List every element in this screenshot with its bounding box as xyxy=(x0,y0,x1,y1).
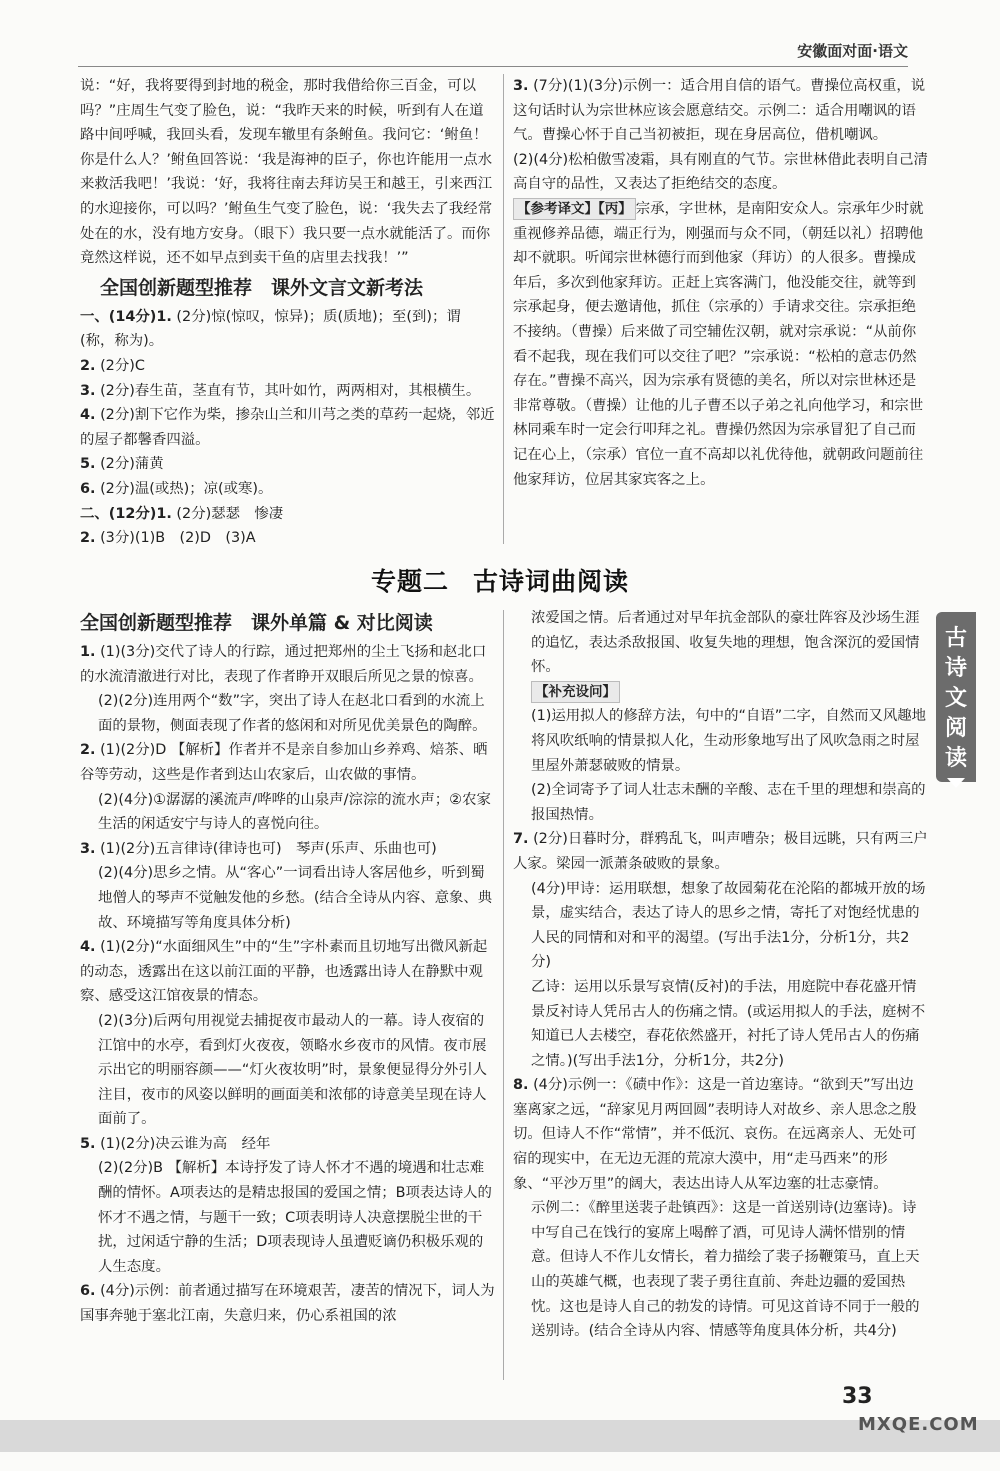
answer-text: (4分)示例一：《碛中作》：这是一首边塞诗。“欲到天”写出边塞离家之远，“辞家见月两回圆”表明诗人对故乡、亲人思念之殷切。但诗人不作“常情”，并不低沉、哀伤。在远离亲人、无处可宿的现实中，在无边无涯的荒凉大漠中，用“走马西来”的形象、“平沙万里”的阔大，表达出诗人从军边塞的壮志豪情。 xyxy=(513,1077,917,1192)
answer-text: (2分)日暮时分，群鸦乱飞，叫声嘈杂；极目远眺，只有两三户人家。梁园一派萧条破败的景象。 xyxy=(513,831,928,872)
answer-list xyxy=(80,640,495,1329)
side-tab-char: 诗 xyxy=(944,656,967,681)
answer-item xyxy=(513,74,928,148)
answer-item xyxy=(80,738,495,787)
answer-text: (2分)温(或热)；凉(或寒)。 xyxy=(100,480,273,497)
answer-list xyxy=(80,305,495,551)
answer-item xyxy=(80,837,495,862)
section-heading-poetry: 全国创新题型推荐 课外单篇 & 对比阅读 xyxy=(80,612,433,634)
answer-text: 浓爱国之情。后者通过对早年抗金部队的豪壮阵容及沙场生涯的追忆，表达杀敌报国、收复失地的理想，饱含深沉的爱国情怀。 xyxy=(531,610,920,676)
answer-text: (2分)C xyxy=(100,357,145,374)
answer-item xyxy=(80,1132,495,1157)
answer-item xyxy=(80,1009,495,1132)
answer-item xyxy=(80,477,495,502)
answer-text: 乙诗：运用以乐景写哀情(反衬)的手法，用庭院中春花盛开情景反衬诗人凭吊古人的伤痛之情。(或运用拟人的手法，庭树不知道已人去楼空，春花依然盛开，衬托了诗人凭吊古人的伤痛之情。)(写出手法1分，分析1分，共2分) xyxy=(531,978,926,1069)
answer-item xyxy=(80,403,495,452)
side-tab xyxy=(936,612,976,782)
question-number: 4. xyxy=(80,407,96,424)
answer-text: (2)(4分)①潺潺的溪流声/哗哗的山泉声/淙淙的流水声；②农家生活的闲适安宁与诗人的喜悦向往。 xyxy=(98,791,491,833)
topic-name: 古诗词曲阅读 xyxy=(473,567,630,596)
answer-text: (4分)示例：前者通过描写在环境艰苦，凄苦的情况下，词人为国事奔驰于塞北江南，失意归来，仍心系祖国的浓 xyxy=(80,1283,495,1325)
reference-tag: 【参考译文】【丙】 xyxy=(513,198,636,220)
question-number: 4. xyxy=(80,939,96,956)
column-divider xyxy=(503,74,504,544)
left-bottom-column xyxy=(80,606,495,1329)
answer-item xyxy=(513,975,928,1073)
topic-label: 专题二 xyxy=(370,567,449,596)
footer-bar xyxy=(0,1420,1000,1452)
translation-paragraph: 说：“好，我将要得到封地的税金，那时我借给你三百金，可以吗？”庄周生气变了脸色，说：“我昨天来的时候，听到有人在道路中间呼喊，我回头看，发现车辙里有条鲋鱼。我问它：‘鲋鱼！你是什么人？’鲋鱼回答说：‘我是海神的臣子，你也许能用一点水来救活我吧！’我说：‘好，我将往南去拜访吴王和越王，引来西江的水迎接你，可以吗？’鲋鱼生气变了脸色，说：‘我失去了我经常处在的水，没有地方安身。（眼下）我只要一点水就能活了。而你竟然这样说，还不如早点到卖干鱼的店里去找我！’” xyxy=(80,78,493,267)
right-top-column xyxy=(513,74,928,492)
answer-text: (7分)(1)(3分)示例一：适合用自信的语气。曹操位高权重，说这句话时认为宗世林应该会愿意结交。示例二：适合用嘲讽的语气。曹操心怀于自己当初被拒，现在身居高位，借机嘲讽。 xyxy=(513,78,926,144)
side-tab-char: 读 xyxy=(944,746,967,771)
answer-item xyxy=(80,379,495,404)
side-tab-char: 文 xyxy=(944,686,967,711)
side-tab-char: 古 xyxy=(944,626,967,651)
question-number: 6. xyxy=(80,480,96,497)
question-number: 7. xyxy=(513,831,529,848)
triangle-down-icon xyxy=(947,778,965,788)
answer-text: (2分)春生苗，茎直有节，其叶如竹，两两相对，其根横生。 xyxy=(100,382,481,399)
answer-text: (2)全词寄予了词人壮志未酬的辛酸、志在千里的理想和崇高的报国热情。 xyxy=(531,782,926,823)
answer-list xyxy=(513,606,928,1344)
watermark: MXQE.COM xyxy=(858,1414,979,1435)
answer-text: (2分)瑟瑟 惨凄 xyxy=(176,505,284,522)
question-number: 一、(14分)1. xyxy=(80,308,172,325)
header-title: 安徽面对面·语文 xyxy=(797,42,908,60)
question-number: 2. xyxy=(80,530,96,547)
answer-text: (2分)割下它作为柴，掺杂山兰和川芎之类的草药一起烧，邻近的屋子都馨香四溢。 xyxy=(80,407,495,448)
answer-item xyxy=(80,452,495,477)
side-tab-char: 阅 xyxy=(944,716,967,741)
question-number: 3. xyxy=(80,382,96,399)
topic-title xyxy=(0,562,1000,598)
answer-text: (1)(2分)五言律诗(律诗也可) 琴声(乐声、乐曲也可) xyxy=(100,840,437,857)
answer-text: (2)(2分)B 【解析】本诗抒发了诗人怀才不遇的境遇和壮志难酬的情怀。A项表达的是精忠报国的爱国之情；B项表达诗人的怀才不遇之情，与题干一致；C项表明诗人决意摆脱尘世的干扰，过闲适宁静的生活；D项表现诗人虽遭贬谪仍积极乐观的人生态度。 xyxy=(98,1160,492,1275)
answer-item xyxy=(513,1196,928,1344)
answer-text: (3分)(1)B (2)D (3)A xyxy=(100,530,256,547)
answer-text: (2分)蒲黄 xyxy=(100,456,164,473)
question-number: 2. xyxy=(80,742,96,759)
question-number: 3. xyxy=(80,840,96,857)
question-number: 6. xyxy=(80,1283,96,1300)
reference-translation xyxy=(513,197,928,492)
answer-text: (2分)惊(惊叹，惊异)；质(质地)；至(到)；谓(称，称为)。 xyxy=(80,308,461,350)
section-heading-classical-chinese: 全国创新题型推荐 课外文言文新考法 xyxy=(100,276,424,299)
answer-item xyxy=(80,689,495,738)
answer-text: (2)(4分)思乡之情。从“客心”一词看出诗人客居他乡，听到蜀地僧人的琴声不觉触发他的乡愁。(结合全诗从内容、意象、典故、环境描写等角度具体分析) xyxy=(98,865,493,931)
question-number: 1. xyxy=(80,644,96,660)
answer-item xyxy=(513,606,928,680)
answer-item xyxy=(513,704,928,778)
answer-text: (2)(3分)后两句用视觉去捕捉夜市最动人的一幕。诗人夜宿的江馆中的水亭，看到灯火夜夜，领略水乡夜市的风情。夜市展示出它的明丽容颜——“灯火夜妆明”时，景象便显得分外引人注目，夜市的风姿以鲜明的画面美和浓郁的诗意美呈现在诗人面前了。 xyxy=(98,1012,488,1128)
answer-text: 示例二：《醉里送裴子赴镇西》：这是一首送别诗(边塞诗)。诗中写自己在饯行的宴席上喝醉了酒，可见诗人满怀惜别的情意。但诗人不作儿女情长，着力描绘了裴子扬鞭策马，直上天山的英雄气概，也表现了裴子勇往直前、奔赴边疆的爱国热忱。这也是诗人自己的勃发的诗情。可见这首诗不同于一般的送别诗。(结合全诗从内容、情感等角度具体分析，共4分) xyxy=(531,1200,920,1340)
answer-item xyxy=(80,502,495,527)
answer-item xyxy=(80,935,495,1009)
page-number: 33 xyxy=(842,1384,873,1409)
answer-text: (1)运用拟人的修辞方法，句中的“自语”二字，自然而又风趣地将风吹纸响的情景拟人化，生动形象地写出了风吹急雨之时屋里屋外萧瑟破败的情景。 xyxy=(531,708,927,774)
question-number: 5. xyxy=(80,1135,96,1152)
answer-text: 【补充设问】 xyxy=(531,681,620,703)
right-bottom-column xyxy=(513,606,928,1344)
question-number: 2. xyxy=(80,357,96,374)
answer-text: (2)(2分)连用两个“数”字，突出了诗人在赵北口看到的水流上面的景物，侧面表现了作者的悠闲和对所见优美景色的陶醉。 xyxy=(98,693,487,734)
answer-text: (1)(3分)交代了诗人的行踪，通过把郑州的尘土飞扬和赵北口的水流清澈进行对比，表现了作者睁开双眼后所见之景的惊喜。 xyxy=(80,644,487,685)
answer-item xyxy=(513,680,928,705)
header-rule xyxy=(78,66,908,67)
left-top-column xyxy=(80,74,495,551)
answer-item xyxy=(80,305,495,354)
answer-text: (1)(2分)“水面细风生”中的“生”字朴素而且切地写出微风新起的动态，透露出在这以前江面的平静，也透露出诗人在静默中观察、感受这江馆夜景的情态。 xyxy=(80,939,488,1005)
answer-text: (1)(2分)D 【解析】作者并不是亲自参加山乡养鸡、焙茶、晒谷等劳动，这些是作者到达山农家后，山农做的事情。 xyxy=(80,742,488,783)
column-divider xyxy=(503,610,504,1380)
answer-item xyxy=(513,1073,928,1196)
answer-item xyxy=(80,354,495,379)
question-number: 二、(12分)1. xyxy=(80,505,172,522)
answer-item: (2)(4分)松柏傲雪凌霜，具有刚直的气节。宗世林借此表明自己清高自守的品性，又表达了拒绝结交的态度。 xyxy=(513,151,928,193)
answer-item xyxy=(80,640,495,689)
answer-item xyxy=(513,877,928,975)
answer-item xyxy=(513,827,928,876)
answer-item xyxy=(513,778,928,827)
answer-item xyxy=(80,1156,495,1279)
answer-item xyxy=(80,861,495,935)
question-number: 3. xyxy=(513,78,529,94)
answer-item xyxy=(80,526,495,551)
answer-item xyxy=(80,1279,495,1328)
reference-text: 宗承，字世林，是南阳安众人。宗承年少时就重视修养品德，端正行为，刚强而与众不同，（朝廷以礼）招聘他却不就职。听闻宗世林德行而到他家（拜访）的人很多。曹操成年后，多次到他家拜访。正赶上宾客满门，他没能交往，就等到宗承起身，便去邀请他，抓住（宗承的）手请求交往。宗承拒绝不接纳。（曹操）后来做了司空辅佐汉朝，就对宗承说：“从前你看不起我，现在我们可以交往了吧？”宗承说：“松柏的意志仍然存在。”曹操不高兴，因为宗承有贤德的美名，所以对宗世林还是非常尊敬。（曹操）让他的儿子曹丕以子弟之礼向他学习，和宗世林同乘车时一定会行叩拜之礼。曹操仍然因为宗承冒犯了自己而记在心上，（宗承）官位一直不高却以礼优待他，就朝政问题前往他家拜访，位居其家宾客之上。 xyxy=(513,200,924,488)
answer-item xyxy=(80,788,495,837)
question-number: 5. xyxy=(80,456,96,473)
answer-text: (4分)甲诗：运用联想，想象了故园菊花在沦陷的都城开放的场景，虚实结合，表达了诗人的思乡之情，寄托了对饱经忧患的人民的同情和对和平的渴望。(写出手法1分，分析1分，共2分) xyxy=(531,880,926,971)
question-number: 8. xyxy=(513,1077,529,1094)
answer-text: (1)(2分)决云谁为高 经年 xyxy=(100,1135,271,1152)
